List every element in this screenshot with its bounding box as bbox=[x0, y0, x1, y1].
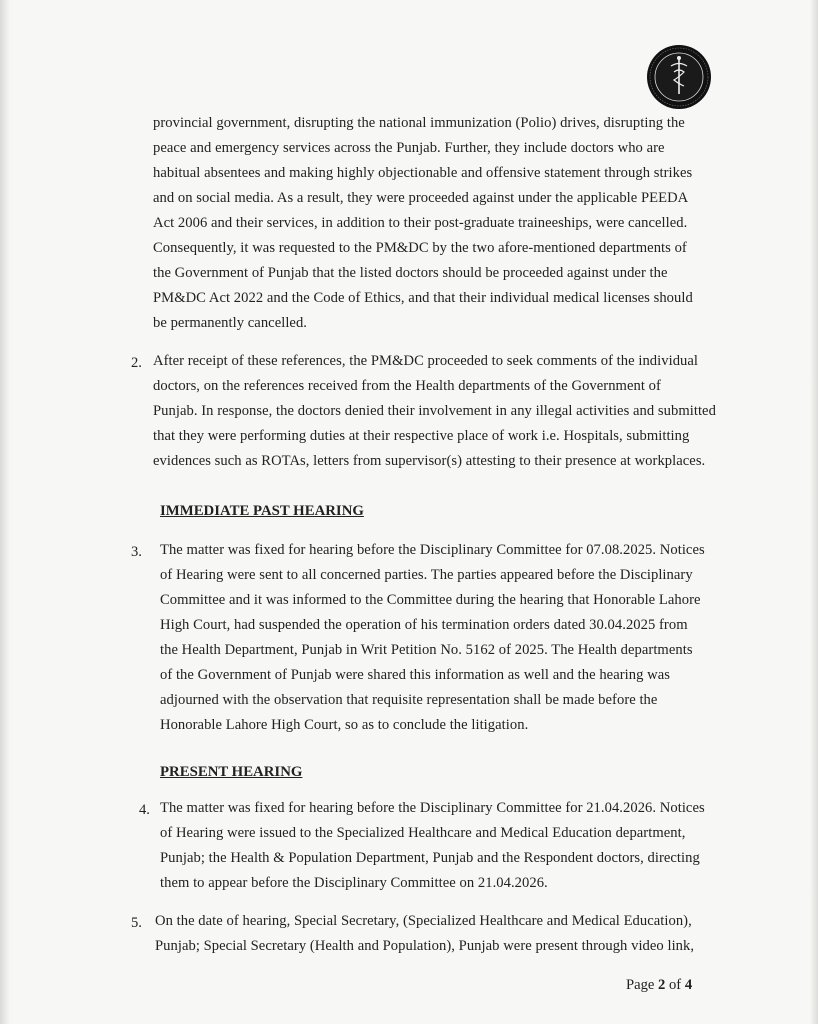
text-line: After receipt of these references, the PM&DC proceeded to seek comments of the individual bbox=[153, 353, 699, 369]
text-line: Punjab. In response, the doctors denied their involvement in any illegal activities and submitted bbox=[153, 403, 716, 419]
text-line: the Government of Punjab that the listed doctors should be proceeded against under the bbox=[153, 265, 668, 281]
text-line: and on social media. As a result, they were proceeded against under the applicable PEEDA bbox=[153, 190, 689, 206]
text-line: the Health Department, Punjab in Writ Petition No. 5162 of 2025. The Health departments bbox=[160, 642, 693, 658]
text-line: that they were performing duties at their respective place of work i.e. Hospitals, submitting bbox=[153, 428, 690, 444]
section-heading-immediate-past-hearing: IMMEDIATE PAST HEARING bbox=[160, 503, 364, 519]
text-line: On the date of hearing, Special Secretary, (Specialized Healthcare and Medical Education), bbox=[155, 913, 692, 929]
text-line: Punjab; the Health & Population Department, Punjab and the Respondent doctors, directing bbox=[160, 850, 700, 866]
text-line: doctors, on the references received from the Health departments of the Government of bbox=[153, 378, 661, 394]
paragraph-number: 3. bbox=[131, 544, 142, 560]
text-line: Honorable Lahore High Court, so as to conclude the litigation. bbox=[160, 717, 529, 733]
section-heading-present-hearing: PRESENT HEARING bbox=[160, 764, 303, 780]
text-line: them to appear before the Disciplinary Committee on 21.04.2026. bbox=[160, 875, 548, 891]
paragraph-number: 5. bbox=[131, 915, 142, 931]
text-line: PM&DC Act 2022 and the Code of Ethics, and that their individual medical licenses should bbox=[153, 290, 693, 306]
page-number bbox=[626, 977, 692, 994]
page-sep: of bbox=[668, 977, 682, 993]
text-line: The matter was fixed for hearing before the Disciplinary Committee for 21.04.2026. Notices bbox=[160, 800, 705, 816]
paragraph-number: 2. bbox=[131, 355, 142, 371]
text-line: habitual absentees and making highly objectionable and offensive statement through strikes bbox=[153, 165, 693, 181]
text-line: of the Government of Punjab were shared this information as well and the hearing was bbox=[160, 667, 670, 683]
page-label: Page bbox=[626, 977, 655, 993]
paragraph-number: 4. bbox=[139, 802, 150, 818]
text-line: adjourned with the observation that requisite representation shall be made before the bbox=[160, 692, 658, 708]
text-line: Committee and it was informed to the Committee during the hearing that Honorable Lahore bbox=[160, 592, 701, 608]
text-line: The matter was fixed for hearing before the Disciplinary Committee for 07.08.2025. Notices bbox=[160, 542, 705, 558]
text-line: Act 2006 and their services, in addition to their post-graduate traineeships, were cancelled. bbox=[153, 215, 688, 231]
text-line: provincial government, disrupting the national immunization (Polio) drives, disrupting the bbox=[153, 115, 685, 131]
text-line: peace and emergency services across the Punjab. Further, they include doctors who are bbox=[153, 140, 665, 156]
text-line: of Hearing were sent to all concerned parties. The parties appeared before the Disciplinary bbox=[160, 567, 693, 583]
page-total: 4 bbox=[684, 977, 693, 993]
page-current: 2 bbox=[658, 977, 666, 993]
text-line: Punjab; Special Secretary (Health and Population), Punjab were present through video link, bbox=[155, 938, 695, 954]
text-line: Consequently, it was requested to the PM&DC by the two afore-mentioned departments of bbox=[153, 240, 687, 256]
text-line: evidences such as ROTAs, letters from supervisor(s) attesting to their presence at workplaces. bbox=[153, 453, 706, 469]
text-line: High Court, had suspended the operation of his termination orders dated 30.04.2025 from bbox=[160, 617, 688, 633]
text-line: of Hearing were issued to the Specialized Healthcare and Medical Education department, bbox=[160, 825, 686, 841]
text-line: be permanently cancelled. bbox=[153, 315, 307, 331]
